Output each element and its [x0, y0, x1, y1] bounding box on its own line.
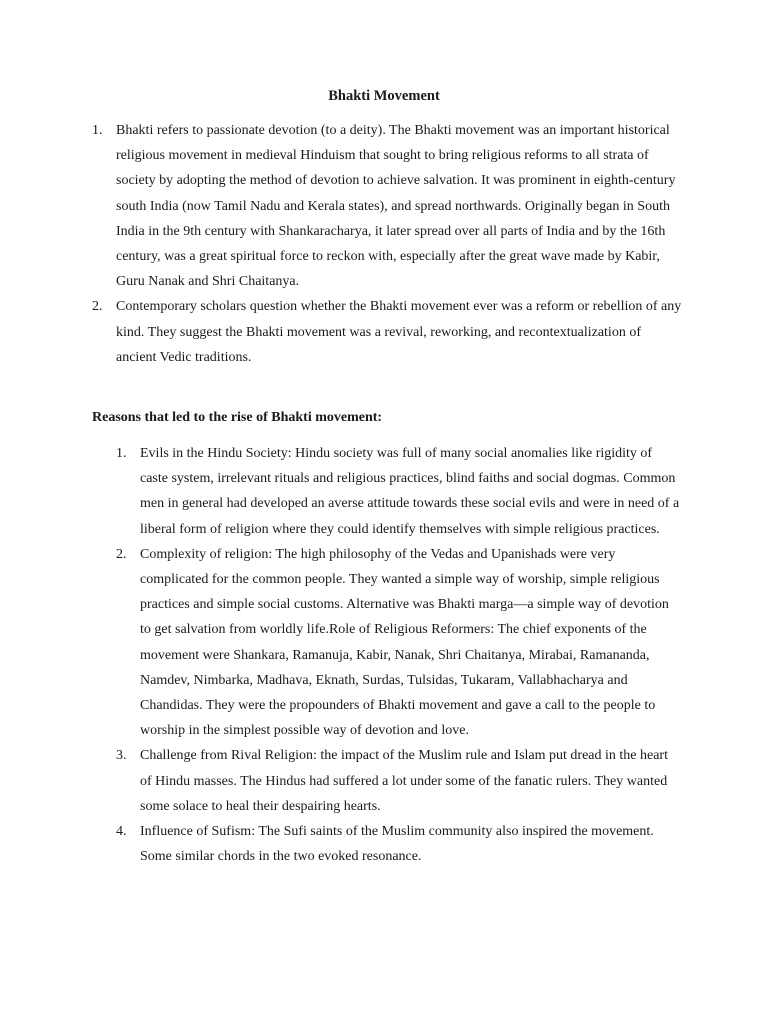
- list-item-text: Contemporary scholars question whether the Bhakti movement ever was a reform or rebellion of any kind. They suggest the Bhakti movement was a revival, reworking, and recontextualization of ancient Vedic traditions.: [116, 299, 682, 365]
- list-item-number: 2.: [92, 299, 103, 315]
- list-item: [116, 441, 682, 542]
- list-item-text: Evils in the Hindu Society: Hindu society was full of many social anomalies like rigidity of caste system, irrelevant rituals and religious practices, blind faiths and social dogmas. Common men in general had developed an averse attitude towards these social evils and were in need of a liberal form of religion where they could identify themselves with simple religious practices.: [140, 446, 680, 537]
- page-title: Bhakti Movement: [328, 88, 440, 104]
- list-item-number: 4.: [116, 824, 127, 840]
- list-item-number: 1.: [116, 446, 127, 461]
- intro-list: [92, 118, 682, 370]
- list-item: [116, 743, 682, 819]
- list-item-number: 1.: [92, 123, 103, 138]
- list-item-text: Influence of Sufism: The Sufi saints of the Muslim community also inspired the movement. Some similar chords in the two evoked resonance.: [140, 824, 654, 865]
- reasons-list: [116, 441, 682, 869]
- list-item-text: Challenge from Rival Religion: the impact of the Muslim rule and Islam put dread in the heart of Hindu masses. The Hindus had suffered a lot under some of the fanatic rulers. They wanted some solace to heal their despairing hearts.: [140, 748, 668, 814]
- section-heading: Reasons that led to the rise of Bhakti movement:: [92, 410, 383, 425]
- list-item: [92, 294, 682, 370]
- list-item: [92, 118, 682, 294]
- list-item-number: 2.: [116, 546, 127, 562]
- list-item: [116, 819, 682, 869]
- list-item-text: Complexity of religion: The high philosophy of the Vedas and Upanishads were very complicated for the common people. They wanted a simple way of worship, simple religious practices and simple social customs. Alternative was Bhakti marga—a simple way of devotion to get salvation from worldly life.Role of Religious Reformers: The chief exponents of the movement were Shankara, Ramanuja, Kabir, Nanak, Shri Chaitanya, Mirabai, Ramananda, Namdev, Nimbarka, Madhava, Eknath, Surdas, Tulsidas, Tukaram, Vallabhacharya and Chandidas. They were the propounders of Bhakti movement and gave a call to the people to worship in the simplest possible way of devotion and love.: [140, 546, 669, 739]
- list-item: [116, 542, 682, 744]
- list-item-number: 3.: [116, 748, 127, 764]
- list-item-text: Bhakti refers to passionate devotion (to a deity). The Bhakti movement was an important historical religious movement in medieval Hinduism that sought to bring religious reforms to all strata of society by adopting the method of devotion to achieve salvation. It was prominent in eighth-century south India (now Tamil Nadu and Kerala states), and spread northwards. Originally began in South India in the 9th century with Shankaracharya, it later spread over all parts of India and by the 16th century, was a great spiritual force to reckon with, especially after the great wave made by Kabir, Guru Nanak and Shri Chaitanya.: [116, 123, 676, 290]
